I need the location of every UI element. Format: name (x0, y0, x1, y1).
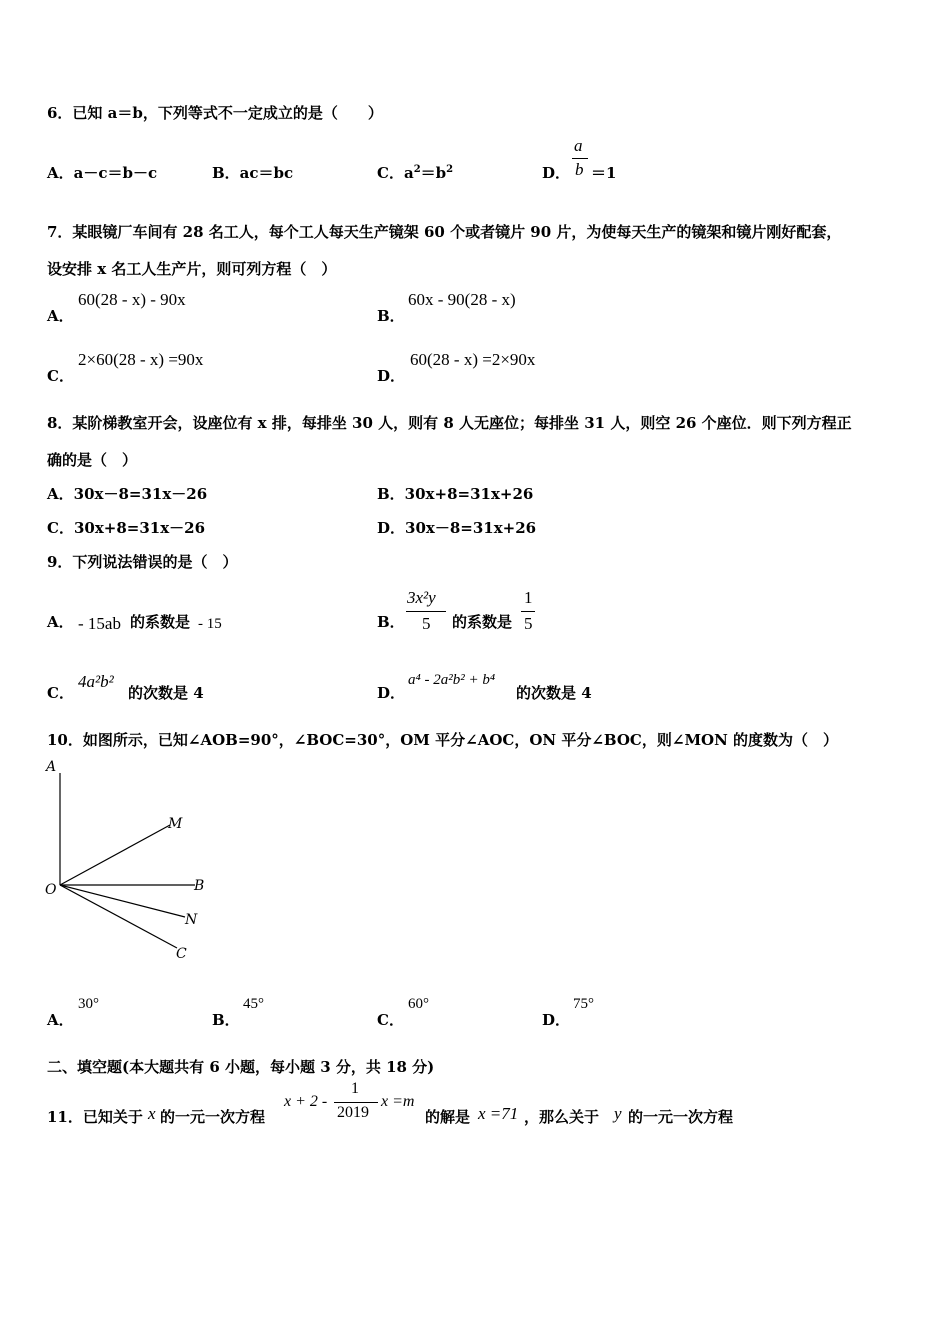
q8-option-c: C．30x+8=31x－26 (47, 519, 206, 537)
q9-option-b-label: B． (377, 613, 405, 631)
fraction-bar (334, 1102, 378, 1103)
q10-stem: 10．如图所示，已知∠AOB=90°，∠BOC=30°，OM 平分∠AOC，ON 平分∠BOC，则∠MON 的度数为（ ） (47, 731, 839, 749)
q8-stem-line1: 8．某阶梯教室开会，设座位有 x 排，每排坐 30 人，则有 8 人无座位；每排坐 31 人，则空 26 个座位．则下列方程正 (47, 414, 852, 432)
q7-option-c-label: C． (47, 367, 74, 385)
q6-option-d-rhs: ＝1 (591, 164, 617, 182)
q8-option-d: D．30x－8=31x+26 (377, 519, 537, 537)
q11-eq-left: x + 2 - (284, 1093, 328, 1110)
q6-option-a: A．a－c＝b－c (47, 164, 158, 182)
q10-option-d-value: 75° (573, 996, 594, 1012)
q7-option-d-label: D． (377, 367, 406, 385)
q9-option-a-value: - 15 (198, 616, 222, 632)
q6-option-d-numerator: a (574, 136, 583, 155)
q9-option-d-label: D． (377, 684, 406, 702)
q9-option-b-numerator: 3x²y (407, 588, 436, 607)
q6-option-d-denominator: b (575, 160, 584, 179)
q10-option-a-label: A． (47, 1011, 74, 1029)
ray-on (60, 885, 185, 917)
q7-option-a-expr: 60(28 - x) - 90x (78, 290, 186, 309)
q9-option-b-value-denominator: 5 (524, 614, 533, 633)
q10-option-b-value: 45° (243, 996, 264, 1012)
fraction-bar (406, 611, 446, 612)
q6-option-b: B．ac＝bc (212, 164, 294, 182)
q10-option-a-value: 30° (78, 996, 99, 1012)
q11-var-x: x (148, 1104, 156, 1123)
label-n: N (185, 912, 198, 928)
label-b: B (194, 878, 205, 894)
label-m: M (168, 816, 183, 832)
q11-solution: x =71 (478, 1104, 519, 1123)
q6-option-d-label: D． (542, 164, 571, 182)
q9-option-a-label: A． (47, 613, 74, 631)
q9-option-d-text: 的次数是 4 (516, 684, 592, 702)
q9-option-c-text: 的次数是 4 (128, 684, 204, 702)
label-c: C (176, 946, 187, 962)
q10-option-d-label: D． (542, 1011, 571, 1029)
q11-end: 的一元一次方程 (628, 1108, 734, 1126)
q9-option-a-text: 的系数是 (130, 613, 191, 631)
q11-eq-numerator: 1 (351, 1080, 359, 1097)
ray-om (60, 825, 170, 885)
q8-stem-line2: 确的是（ ） (47, 451, 138, 469)
q9-option-b-text: 的系数是 (452, 613, 513, 631)
q10-option-c-value: 60° (408, 996, 429, 1012)
q11-post: ，那么关于 (524, 1108, 600, 1126)
angle-figure (40, 755, 220, 970)
ray-oc (60, 885, 177, 948)
q9-stem: 9．下列说法错误的是（ ） (47, 553, 238, 571)
q7-option-c-expr: 2×60(28 - x) =90x (78, 350, 204, 369)
q7-option-a-label: A． (47, 307, 74, 325)
q9-option-d-expr: a⁴ - 2a²b² + b⁴ (408, 672, 496, 688)
q7-option-b-expr: 60x - 90(28 - x) (408, 290, 516, 309)
q9-option-c-label: C． (47, 684, 74, 702)
fraction-bar (572, 158, 588, 159)
q11-var-y: y (614, 1104, 622, 1123)
q7-option-b-label: B． (377, 307, 405, 325)
q6-option-c: C．$a^2=b^2$ (377, 164, 454, 182)
fraction-bar (521, 611, 535, 612)
q8-option-b: B．30x+8=31x+26 (377, 485, 534, 503)
q11-mid: 的一元一次方程 (160, 1108, 266, 1126)
q11-sol-text: 的解是 (425, 1108, 471, 1126)
q11-eq-right: x =m (381, 1093, 415, 1110)
q9-option-b-value-numerator: 1 (524, 588, 533, 607)
q9-option-b-denominator: 5 (422, 614, 431, 633)
q9-option-a-expr: - 15ab (78, 614, 121, 633)
section-heading: 二、填空题(本大题共有 6 小题，每小题 3 分，共 18 分) (47, 1058, 435, 1076)
q8-option-a: A．30x－8=31x－26 (47, 485, 208, 503)
q7-option-d-expr: 60(28 - x) =2×90x (410, 350, 536, 369)
q10-option-c-label: C． (377, 1011, 404, 1029)
q9-option-c-expr: 4a²b² (78, 672, 114, 691)
q11-pre: 11．已知关于 (47, 1108, 143, 1126)
q7-stem-line2: 设安排 x 名工人生产片，则可列方程（ ） (47, 260, 337, 278)
q10-option-b-label: B． (212, 1011, 240, 1029)
q7-stem-line1: 7．某眼镜厂车间有 28 名工人，每个工人每天生产镜架 60 个或者镜片 90 片，为使每天生产的镜架和镜片刚好配套， (47, 223, 842, 241)
label-a: A (46, 759, 57, 775)
label-o: O (45, 882, 57, 898)
q6-stem: 6．已知 a＝b，下列等式不一定成立的是（ ） (47, 104, 383, 122)
q11-eq-denominator: 2019 (337, 1104, 369, 1121)
